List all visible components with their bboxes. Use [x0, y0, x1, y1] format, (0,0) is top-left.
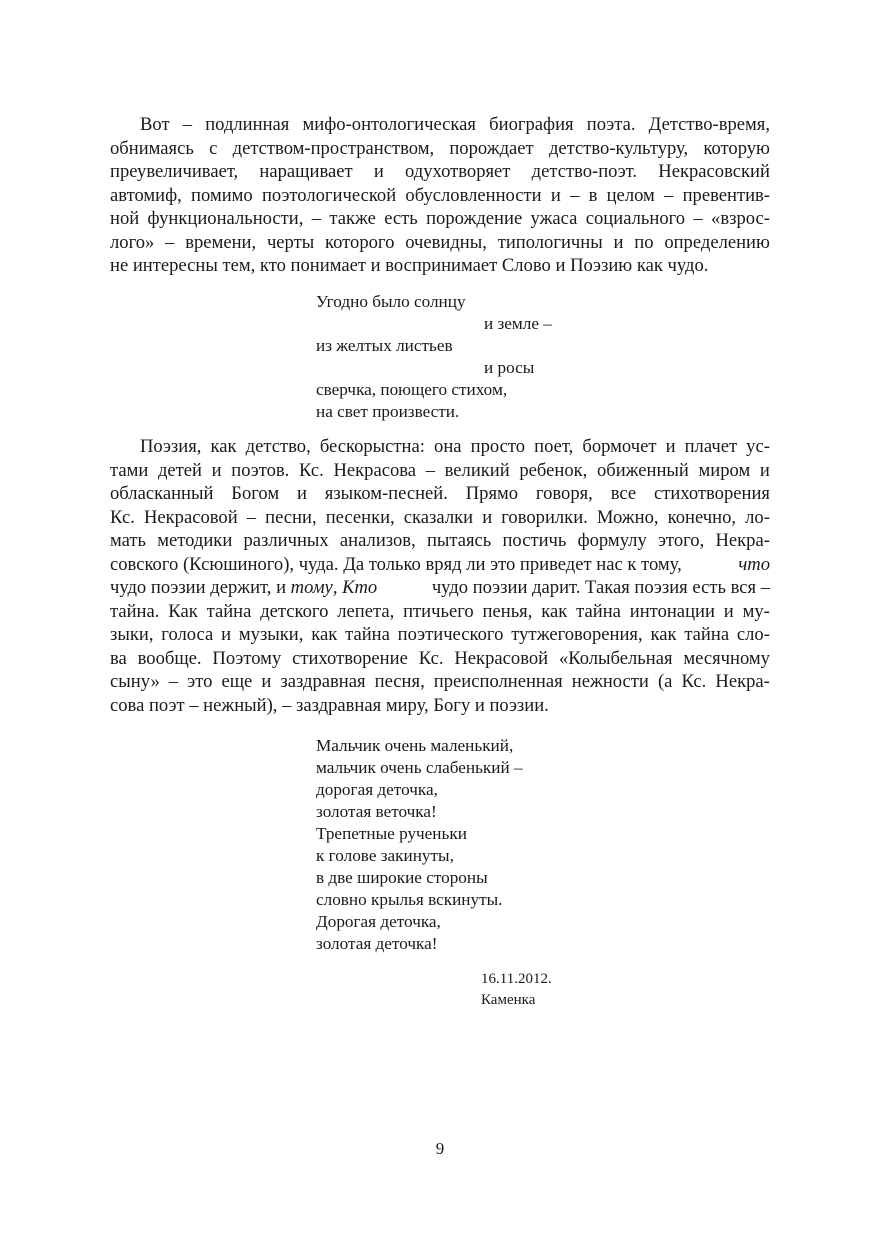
paragraph-line: зыки, голоса и музыки, как тайна поэтического тутжеговорения, как тайна сло- — [110, 624, 770, 645]
paragraph-line: Поэзия, как детство, бескорыстна: она просто поет, бормочет и плачет ус- — [140, 436, 770, 457]
paragraph-line: тами детей и поэтов. Кс. Некрасова – великий ребенок, обиженный миром и — [110, 459, 770, 481]
poem-1 — [316, 291, 552, 423]
paragraph-line: тайна. Как тайна детского лепета, птичьего пенья, как тайна интонации и му- — [110, 600, 770, 622]
paragraph-line: лого» – времени, черты которого очевидны, типологичны и по определению — [110, 231, 770, 253]
paragraph-line: совского (Ксюшиного), чуда. Да только вряд ли это приведет нас к тому, что — [110, 553, 770, 575]
poem-line: к голове закинуты, — [316, 846, 454, 865]
paragraph-line: мать методики различных анализов, пытаясь постичь формулу этого, Некра- — [110, 530, 770, 551]
page-number: 9 — [435, 1139, 445, 1158]
paragraph-line: ва вообще. Поэтому стихотворение Кс. Некрасовой «Колыбельная месячному — [110, 647, 770, 669]
poem-line: золотая деточка! — [316, 934, 438, 953]
poem-line: мальчик очень слабенький – — [316, 758, 523, 777]
poem-line: Дорогая деточка, — [316, 912, 441, 931]
poem-line: и росы — [484, 358, 535, 377]
paragraph-2 — [110, 435, 770, 717]
paragraph-line: сова поэт – нежный), – заздравная миру, Богу и поэзии. — [110, 694, 549, 716]
paragraph-line: чудо поэзии держит, и тому, Кто чудо поэзии дарит. Такая поэзия есть вся – — [110, 577, 770, 598]
paragraph-line: обласканный Богом и языком-песней. Прямо говоря, все стихотворения — [110, 483, 770, 504]
poem-line: Мальчик очень маленький, — [316, 736, 514, 755]
poem-line: в две широкие стороны — [316, 868, 488, 887]
paragraph-line: преувеличивает, наращивает и одухотворяет детство-поэт. Некрасовский — [110, 161, 770, 182]
italic-word: что — [738, 553, 770, 575]
poem-line: и земле – — [484, 314, 552, 333]
paragraph-1 — [110, 113, 770, 278]
paragraph-line: ной функциональности, – также есть порождение ужаса социального – «взрос- — [110, 208, 770, 229]
poem-line: золотая веточка! — [316, 802, 437, 821]
poem-line: дорогая деточка, — [316, 780, 438, 799]
poem-2 — [316, 735, 523, 955]
italic-word: Кто — [342, 577, 378, 598]
paragraph-line: обнимаясь с детством-пространством, порождает детство-культуру, которую — [110, 137, 770, 159]
paragraph-line: автомиф, помимо поэтологической обусловленности и – в целом – превентив- — [110, 184, 770, 206]
poem-line: на свет произвести. — [316, 402, 460, 421]
poem-line: словно крылья вскинуты. — [316, 890, 503, 909]
paragraph-line: Вот – подлинная мифо-онтологическая биография поэта. Детство-время, — [140, 114, 770, 135]
poem-line: Угодно было солнцу — [316, 292, 466, 311]
paragraph-line: сыну» – это еще и заздравная песня, преисполненная нежности (а Кс. Некра- — [110, 671, 770, 692]
signature-date: 16.11.2012. — [481, 971, 552, 987]
italic-word: тому — [290, 577, 333, 598]
signature-place: Каменка — [481, 992, 536, 1008]
poem-line: из желтых листьев — [316, 336, 453, 355]
paragraph-line: Кс. Некрасовой – песни, песенки, сказалки и говорилки. Можно, конечно, ло- — [110, 506, 770, 528]
paragraph-line: не интересны тем, кто понимает и воспринимает Слово и Поэзию как чудо. — [110, 255, 709, 276]
poem-line: Трепетные рученьки — [316, 824, 467, 843]
poem-signature — [481, 969, 552, 1011]
poem-line: сверчка, поющего стихом, — [316, 380, 508, 399]
